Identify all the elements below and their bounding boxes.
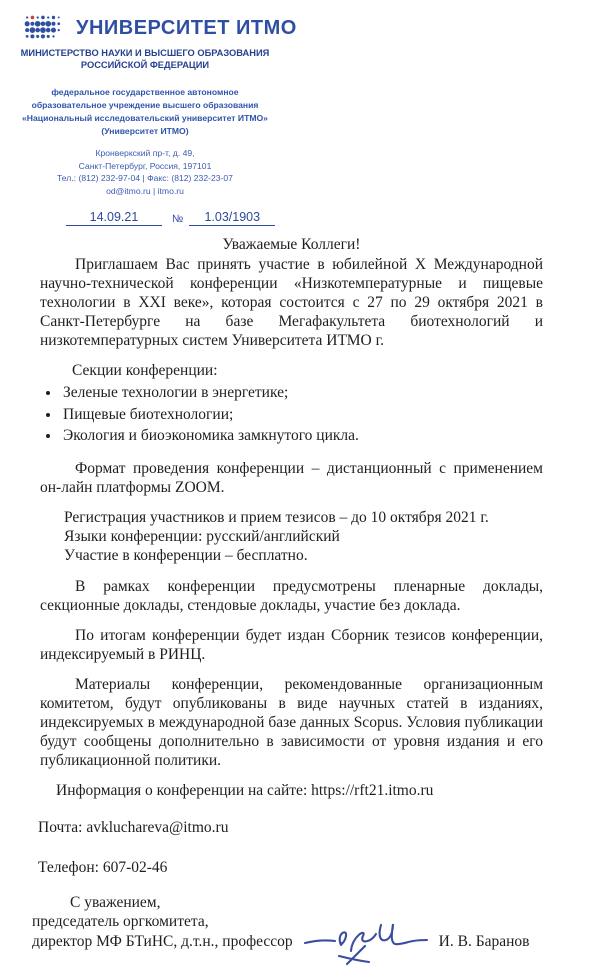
institution-line: федеральное государственное автономное <box>51 87 239 97</box>
institution-line: образовательное учреждение высшего образования <box>31 100 259 110</box>
number-sign: № <box>172 213 184 225</box>
proceedings-paragraph: По итогам конференции будет издан Сборник тезисов конференции, индексируемый в РИНЦ. <box>40 626 543 663</box>
letter-date: 14.09.21 <box>66 210 162 226</box>
format-paragraph: Формат проведения конференции – дистанционный с применением он-лайн платформы ZOOM. <box>40 459 543 496</box>
signature-autograph-icon <box>301 916 431 966</box>
signature-area <box>301 932 431 952</box>
ministry-text: МИНИСТЕРСТВО НАУКИ И ВЫСШЕГО ОБРАЗОВАНИЯ РОССИЙСКОЙ ФЕДЕРАЦИИ <box>20 48 270 70</box>
institution-line: (Университет ИТМО) <box>101 126 189 136</box>
salutation: Уважаемые Коллеги! <box>222 236 361 253</box>
section-item: • Зеленые технологии в энергетике; <box>61 382 543 404</box>
phone-line: Телефон: 607-02-46 <box>38 858 168 876</box>
address-block <box>0 147 290 197</box>
chairman-line: председатель оргкомитета, <box>32 912 209 930</box>
reports-paragraph: В рамках конференции предусмотрены пленарные доклады, секционные доклады, стендовые доклады, участие без доклада. <box>40 577 543 614</box>
letter-body <box>32 235 543 953</box>
scopus-paragraph: Материалы конференции, рекомендованные организационным комитетом, будут опубликованы в виде научных статей в изданиях, индексируемых в международной базе данных Scopus. Условия публикации будут сообщены дополнительно в зависимости от уровня издания и его публикационной политики. <box>40 675 543 769</box>
date-number-line <box>66 210 290 226</box>
address-line: Санкт-Петербург, Россия, 197101 <box>78 160 212 171</box>
participation-line: Участие в конференции – бесплатно. <box>64 546 308 564</box>
brand-text: УНИВЕРСИТЕТ ИТМО <box>76 16 297 39</box>
institution-block <box>0 86 290 138</box>
institution-line: «Национальный исследовательский университет ИТМО» <box>22 113 268 123</box>
letterhead <box>0 12 297 226</box>
email-line: Почта: avkluchareva@itmo.ru <box>38 818 229 836</box>
invitation-paragraph: Приглашаем Вас принять участие в юбилейной X Международной научно-технической конференции «Низкотемпературные и пищевые технологии в XXI веке», которая состоится с 27 по 29 октября 2021 в Санкт-Петербурге на базе Мегафакультета биотехнологий и низкотемпературных систем Университета ИТМО г. <box>40 256 543 349</box>
regards-line: С уважением, <box>70 893 161 911</box>
itmo-logo <box>24 12 297 44</box>
director-title: директор МФ БТиНС, д.т.н., профессор <box>32 933 293 950</box>
itmo-dots-icon <box>24 14 64 42</box>
registration-line: Регистрация участников и прием тезисов – до 10 октября 2021 г. <box>64 508 489 526</box>
key-info-block <box>40 508 543 565</box>
section-item: • Экология и биоэкономика замкнутого цикла. <box>61 425 543 447</box>
signer-name: И. В. Баранов <box>438 933 530 950</box>
signoff-block <box>32 893 543 953</box>
address-line: Кронверкский пр-т, д. 49, <box>95 148 195 158</box>
website-line: Информация о конференции на сайте: https://rft21.itmo.ru <box>56 781 434 799</box>
languages-line: Языки конференции: русский/английский <box>64 527 340 545</box>
letter-number: 1.03/1903 <box>189 210 275 226</box>
sections-list <box>40 382 543 447</box>
section-item: • Пищевые биотехнологии; <box>61 404 543 426</box>
signature-row <box>32 931 543 953</box>
address-line: Тел.: (812) 232-97-04 | Факс: (812) 232-23-07 <box>57 173 233 183</box>
address-line: od@itmo.ru | itmo.ru <box>106 185 184 196</box>
sections-label: Секции конференции: <box>72 362 218 379</box>
